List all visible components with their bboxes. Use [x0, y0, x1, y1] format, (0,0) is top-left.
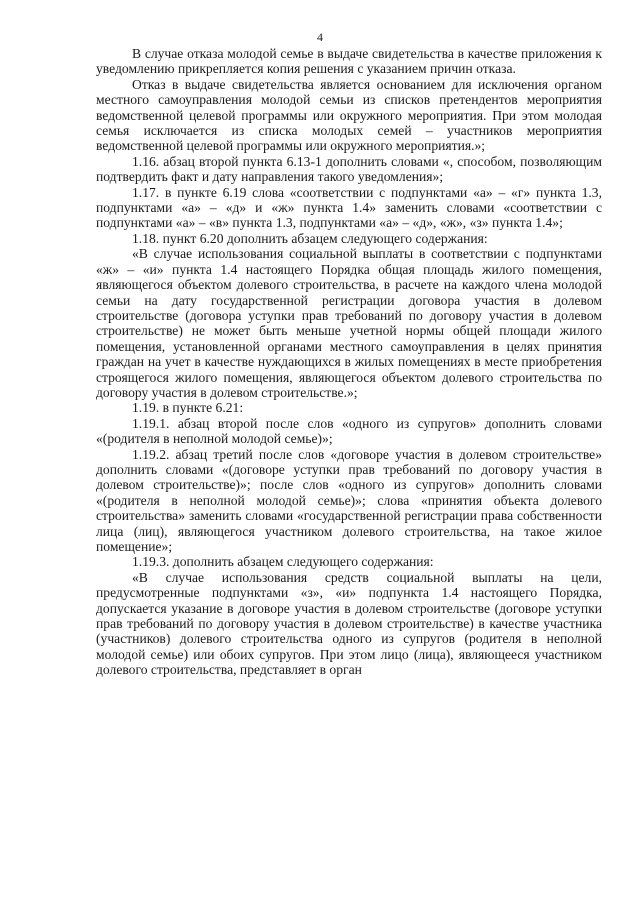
paragraph-item-1-19-2: 1.19.2. абзац третий после слов «договоре участия в долевом строительстве» дополнить словами «(договоре уступки прав требований по договору участия в долевом строительстве)»; после слов «одного из супругов» дополнить словами «(родителя в неполной молодой семье)»; слова «принятия объекта долевого строительства» заменить словами «государственной регистрации права собственности лица (лиц), являющегося участником долевого строительства, на такое жилое помещение»; — [96, 446, 602, 554]
paragraph-item-1-17: 1.17. в пункте 6.19 слова «соответствии с подпунктами «а» – «г» пункта 1.3, подпунктами «а» – «д» и «ж» пункта 1.4» заменить словами «соответствии с подпунктами «а» – «в» пункта 1.3, подпунктами «а» – «д», «ж», «з» пункта 1.4»; — [96, 184, 602, 231]
paragraph-refusal-grounds: Отказ в выдаче свидетельства является основанием для исключения органом местного самоуправления молодой семьи из списков претендентов мероприятия ведомственной целевой программы или окружного мероприятия. При этом молодая семья исключается из списка молодых семей – участников мероприятия ведомственной целевой программы или окружного мероприятия.»; — [96, 76, 602, 154]
paragraph-item-1-16: 1.16. абзац второй пункта 6.13-1 дополнить словами «, способом, позволяющим подтвердить факт и дату направления такого уведомления»; — [96, 153, 602, 185]
document-body — [96, 46, 602, 678]
paragraph-item-1-18-text: «В случае использования социальной выплаты в соответствии с подпунктами «ж» – «и» пункта 1.4 настоящего Порядка общая площадь жилого помещения, являющегося объектом долевого строительства, в расчете на каждого члена молодой семьи на дату государственной регистрации договора участия в долевом строительстве (договора уступки прав требований по договору участия в долевом строительстве) не может быть меньше учетной нормы общей площади жилого помещения, установленной органами местного самоуправления в целях принятия граждан на учет в качестве нуждающихся в жилых помещениях в месте приобретения строящегося жилого помещения, являющегося объектом долевого строительства по договору участия в долевом строительстве.»; — [96, 246, 602, 400]
page-number: 4 — [317, 30, 323, 44]
paragraph-item-1-19: 1.19. в пункте 6.21: — [132, 400, 244, 416]
paragraph-item-1-19-3-text: «В случае использования средств социальной выплаты на цели, предусмотренные подпунктами «з», «и» подпункта 1.4 настоящего Порядка, допускается указание в договоре участия в долевом строительстве (договоре уступки прав требований по договору участия в долевом строительстве) в качестве участника (участников) долевого строительства одного из супругов (родителя в неполной молодой семье) или обоих супругов. При этом лицо (лица), являющееся участником долевого строительства, представляет в орган — [96, 569, 602, 678]
paragraph-item-1-19-1: 1.19.1. абзац второй после слов «одного из супругов» дополнить словами «(родителя в неполной молодой семье)»; — [96, 415, 602, 447]
paragraph-refusal-copy: В случае отказа молодой семье в выдаче свидетельства в качестве приложения к уведомлению прикрепляется копия решения с указанием причин отказа. — [96, 46, 602, 77]
paragraph-item-1-18: 1.18. пункт 6.20 дополнить абзацем следующего содержания: — [132, 230, 488, 246]
paragraph-item-1-19-3: 1.19.3. дополнить абзацем следующего содержания: — [132, 554, 434, 570]
